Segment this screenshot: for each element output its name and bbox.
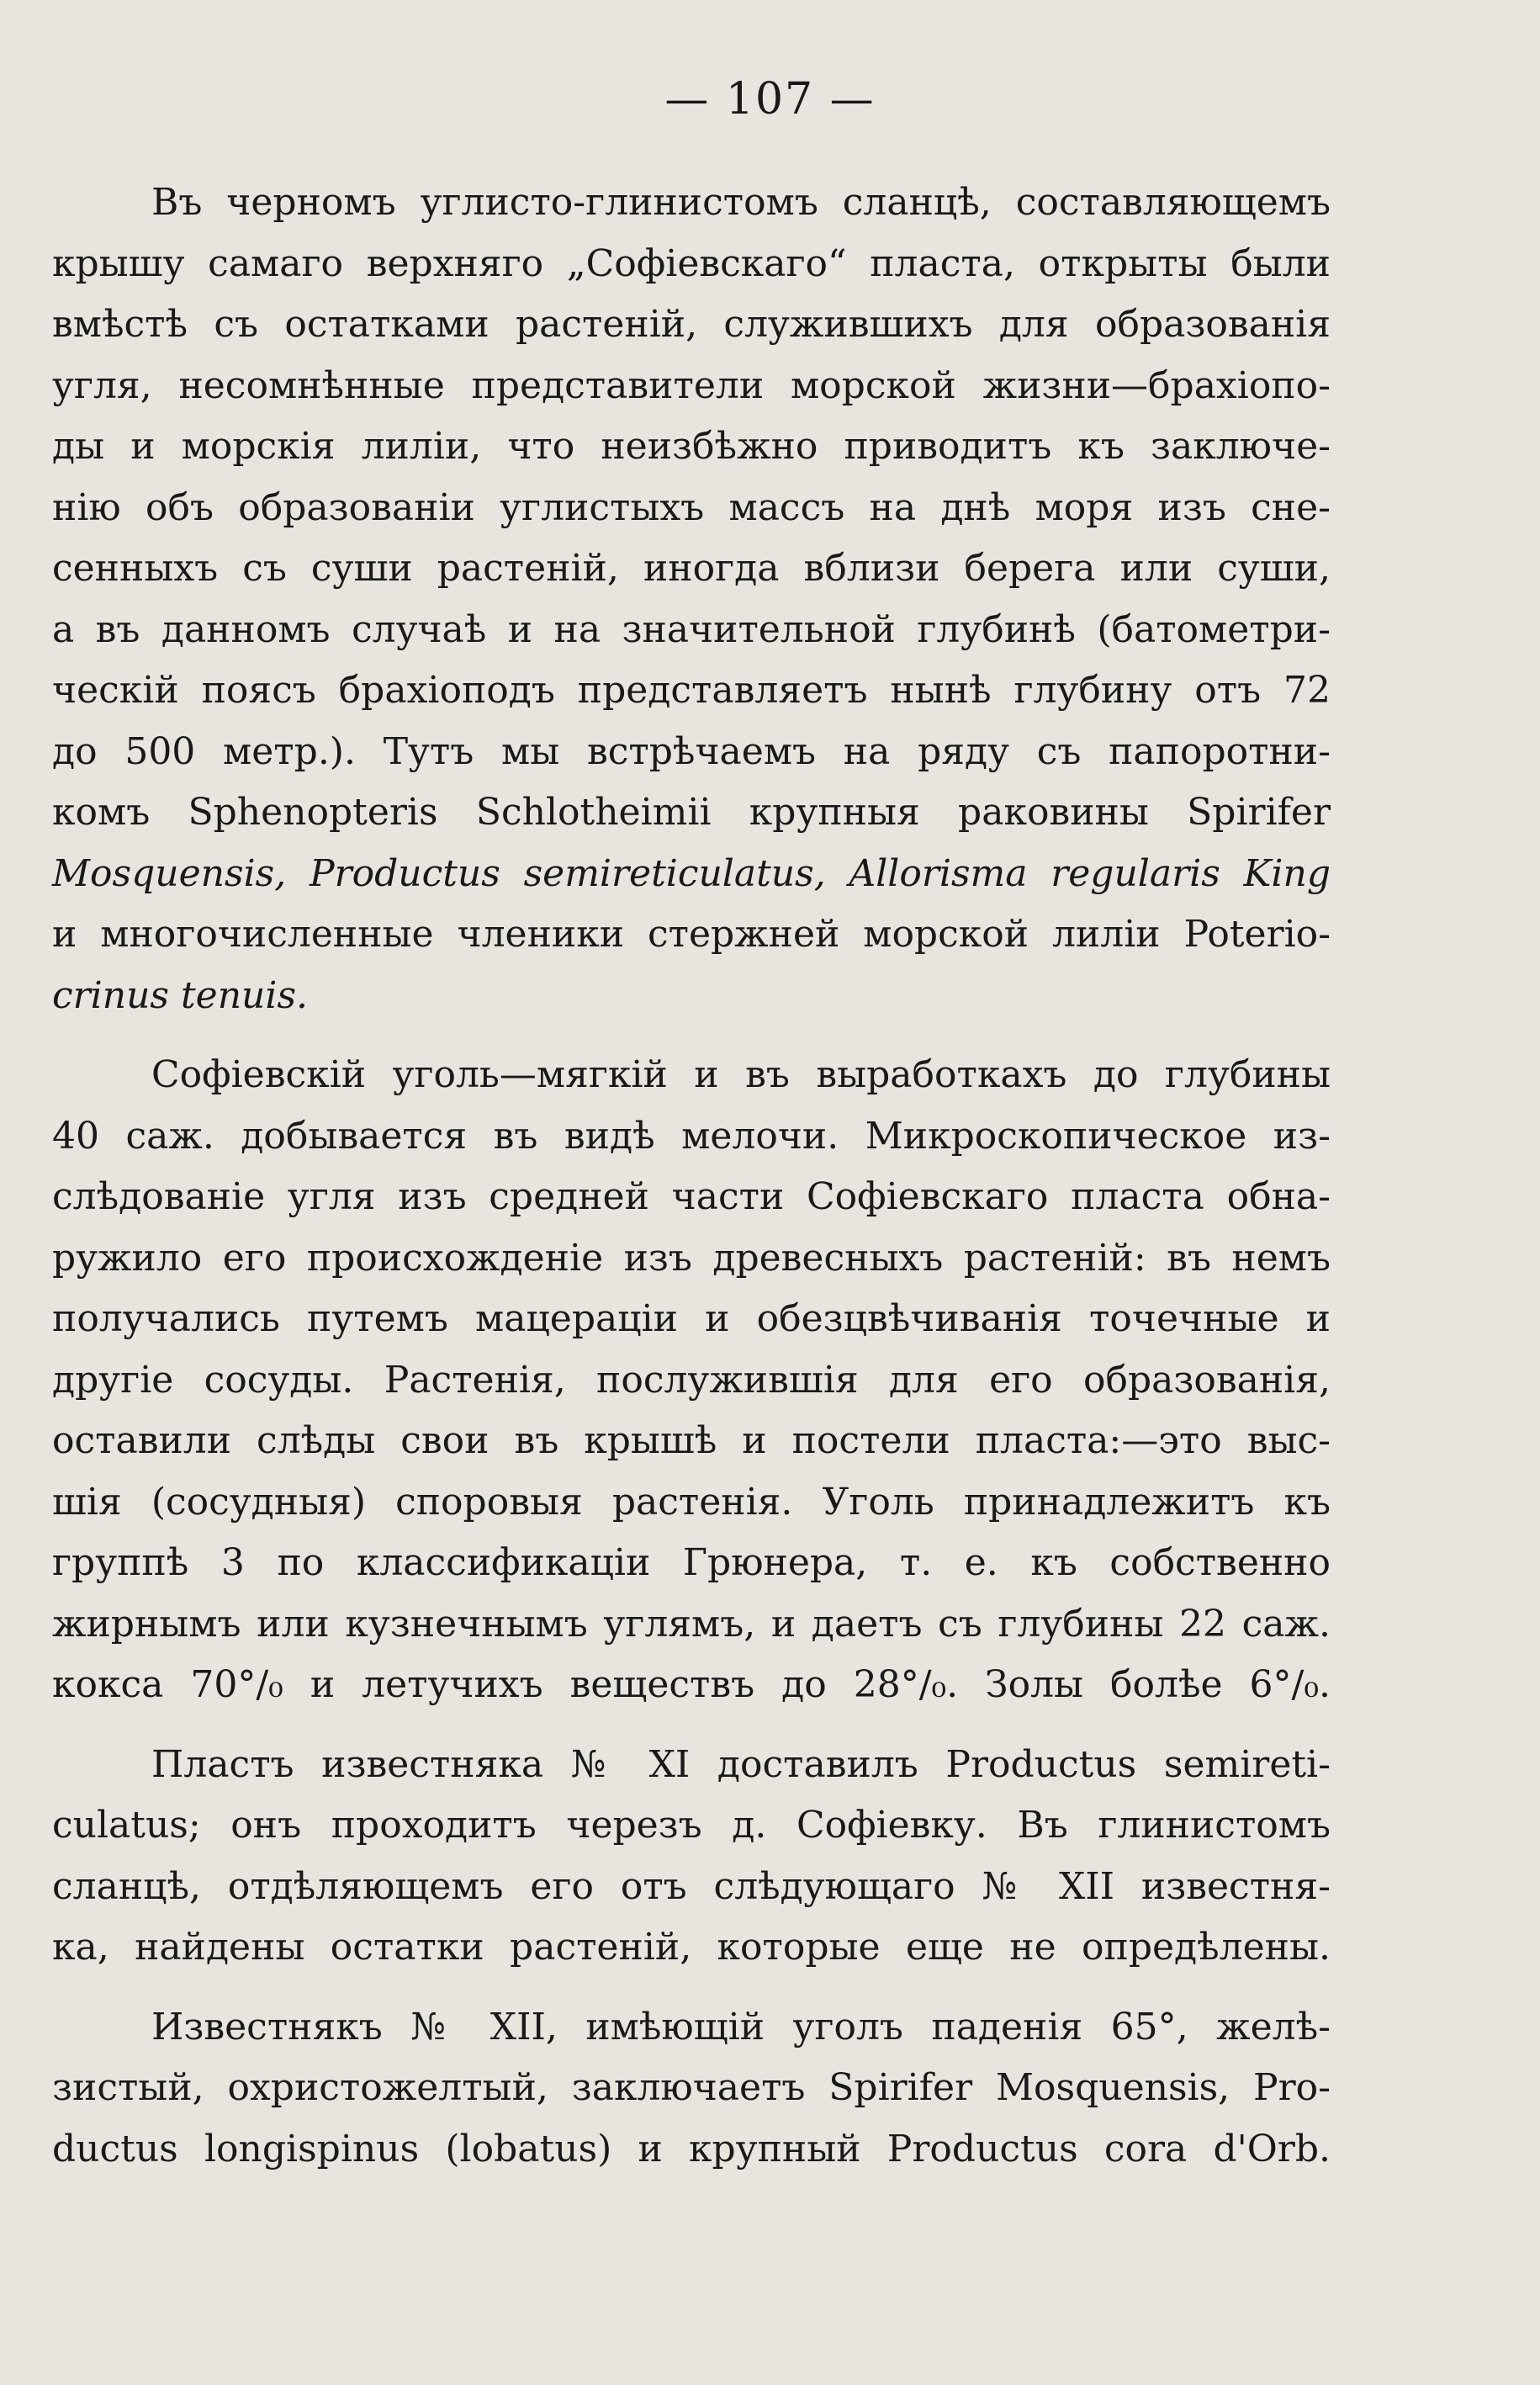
text-line: крышу самаго верхняго „Софіевскаго“ пласта, открыты были xyxy=(52,241,1331,285)
paragraph-3 xyxy=(52,1735,1331,1979)
text-line: оставили слѣды свои въ крышѣ и постели пласта:—это выс- xyxy=(52,1419,1331,1462)
text-line: Известнякъ № XII, имѣющій уголъ паденія 65°, желѣ- xyxy=(151,2005,1331,2048)
text-line: нію объ образованіи углистыхъ массъ на днѣ моря изъ сне- xyxy=(52,485,1331,529)
text-line: слѣдованіе угля изъ средней части Софіевскаго пласта обна- xyxy=(52,1175,1331,1218)
text-line: и многочисленные членики стержней морской лиліи Poterio- xyxy=(52,913,1331,956)
page-number: — 107 — xyxy=(664,74,876,125)
text-line: сланцѣ, отдѣляющемъ его отъ слѣдующаго № XII известня- xyxy=(52,1864,1331,1908)
body-text xyxy=(52,172,1331,2198)
text-line: 40 саж. добывается въ видѣ мелочи. Микроскопическое из- xyxy=(52,1114,1331,1158)
text-line: ка, найдены остатки растеній, которые еще не опредѣлены. xyxy=(52,1926,1331,1969)
text-line: Софіевскій уголь—мягкій и въ выработкахъ до глубины xyxy=(151,1053,1331,1096)
text-line: шія (сосудныя) споровыя растенія. Уголь принадлежитъ къ xyxy=(52,1480,1331,1524)
text-line: ческій поясъ брахіоподъ представляетъ нынѣ глубину отъ 72 xyxy=(52,669,1331,712)
text-line: комъ Sphenopteris Schlotheimii крупныя раковины Spirifer xyxy=(52,791,1331,834)
text-line: Пластъ известняка № XI доставилъ Productus semireti- xyxy=(151,1742,1331,1786)
text-line: другіе сосуды. Растенія, послужившія для его образованія, xyxy=(52,1358,1331,1402)
text-line: вмѣстѣ съ остатками растеній, служившихъ для образованія xyxy=(52,303,1331,346)
text-line: crinus tenuis. xyxy=(52,973,309,1017)
text-line: Mosquensis, Productus semireticulatus, Allorisma regularis King xyxy=(52,851,1331,895)
text-line: сенныхъ съ суши растеній, иногда вблизи берега или суши, xyxy=(52,547,1331,590)
text-line: угля, несомнѣнные представители морской жизни—брахіопо- xyxy=(52,363,1331,407)
text-line: зистый, охристожелтый, заключаетъ Spirifer Mosquensis, Pro- xyxy=(52,2066,1331,2109)
text-line: а въ данномъ случаѣ и на значительной глубинѣ (батометри- xyxy=(52,607,1331,651)
text-line: жирнымъ или кузнечнымъ углямъ, и даетъ съ глубины 22 саж. xyxy=(52,1602,1331,1646)
text-line: группѣ 3 по классификаціи Грюнера, т. е. къ собственно xyxy=(52,1541,1331,1584)
text-line: до 500 метр.). Тутъ мы встрѣчаемъ на ряду съ папоротни- xyxy=(52,729,1331,773)
paragraph-2 xyxy=(52,1045,1331,1716)
paragraph-1 xyxy=(52,172,1331,1026)
text-line: culatus; онъ проходитъ черезъ д. Софіевку. Въ глинистомъ xyxy=(52,1804,1331,1847)
text-line: кокса 70°/₀ и летучихъ веществъ до 28°/₀. Золы болѣе 6°/₀. xyxy=(52,1663,1331,1706)
text-line: ды и морскія лиліи, что неизбѣжно приводитъ къ заключе- xyxy=(52,425,1331,468)
paragraph-4 xyxy=(52,1997,1331,2181)
text-line: ductus longispinus (lobatus) и крупный Productus cora d'Orb. xyxy=(52,2127,1331,2170)
text-line: получались путемъ мацераціи и обезцвѣчиванія точечные и xyxy=(52,1297,1331,1340)
text-line: Въ черномъ углисто-глинистомъ сланцѣ, составляющемъ xyxy=(151,181,1331,224)
text-line: ружило его происхожденіе изъ древесныхъ растеній: въ немъ xyxy=(52,1236,1331,1280)
